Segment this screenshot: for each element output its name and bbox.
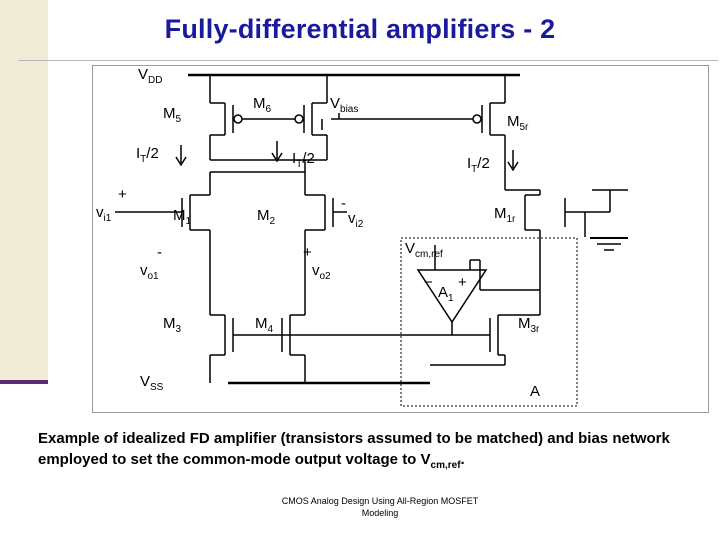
m5-label: $M_5$ bbox=[163, 105, 182, 125]
vdd-label: $V_{DD}$ bbox=[138, 66, 163, 86]
vbias-label: $V_{bias}$ bbox=[330, 95, 359, 115]
vi1-label: $v_{i1}$ bbox=[96, 204, 112, 224]
amp-plus-label: + bbox=[458, 274, 467, 291]
it-right-label: $I_T/2$ bbox=[467, 155, 490, 175]
m4-label: $M_4$ bbox=[255, 315, 274, 335]
vo2-plus-label: + bbox=[303, 244, 312, 261]
m2-label: $M_2$ bbox=[257, 207, 276, 227]
slide-footer bbox=[250, 495, 510, 519]
slide-title: Fully-differential amplifiers - 2 bbox=[164, 14, 556, 44]
block-a-outline bbox=[401, 238, 577, 406]
m1r-label: $M_{1r}$ bbox=[494, 205, 516, 225]
vo1-label: $v_{o1}$ bbox=[140, 262, 159, 282]
figure-caption bbox=[38, 428, 718, 476]
vcmref-label: $V_{cm,ref}$ bbox=[405, 240, 443, 260]
vi2-label: $v_{i2}$ bbox=[348, 210, 364, 230]
circuit-wires bbox=[115, 75, 628, 383]
vo1-minus-label: - bbox=[157, 244, 162, 261]
m3-label: $M_3$ bbox=[163, 315, 182, 335]
caption-period: . bbox=[460, 451, 465, 468]
vo2-label: $v_{o2}$ bbox=[312, 262, 331, 282]
caption-subscript: cm,ref bbox=[430, 460, 461, 471]
m6-label: $M_6$ bbox=[253, 95, 272, 115]
block-a-label: A bbox=[530, 383, 541, 400]
footer-line-1: CMOS Analog Design Using All-Region MOSFET bbox=[281, 496, 479, 506]
it-mid-label: $I_T/2$ bbox=[292, 150, 315, 170]
amp-minus-label: − bbox=[424, 274, 433, 291]
m1-label: $M_1$ bbox=[173, 207, 192, 227]
it-left-label: $I_T/2$ bbox=[136, 145, 159, 165]
a1-label: $A_1$ bbox=[438, 284, 454, 304]
vi1-plus-label: + bbox=[118, 186, 127, 203]
vi2-minus-label: - bbox=[341, 195, 346, 212]
caption-text: Example of idealized FD amplifier (transistors assumed to be matched) and bias network employed to set the common-mode output voltage to V bbox=[38, 430, 670, 468]
m5r-label: $M_{5r}$ bbox=[507, 113, 529, 133]
vss-label: $V_{SS}$ bbox=[140, 373, 164, 393]
m3r-label: $M_{3r}$ bbox=[518, 315, 540, 335]
footer-line-2: Modeling bbox=[361, 508, 399, 518]
